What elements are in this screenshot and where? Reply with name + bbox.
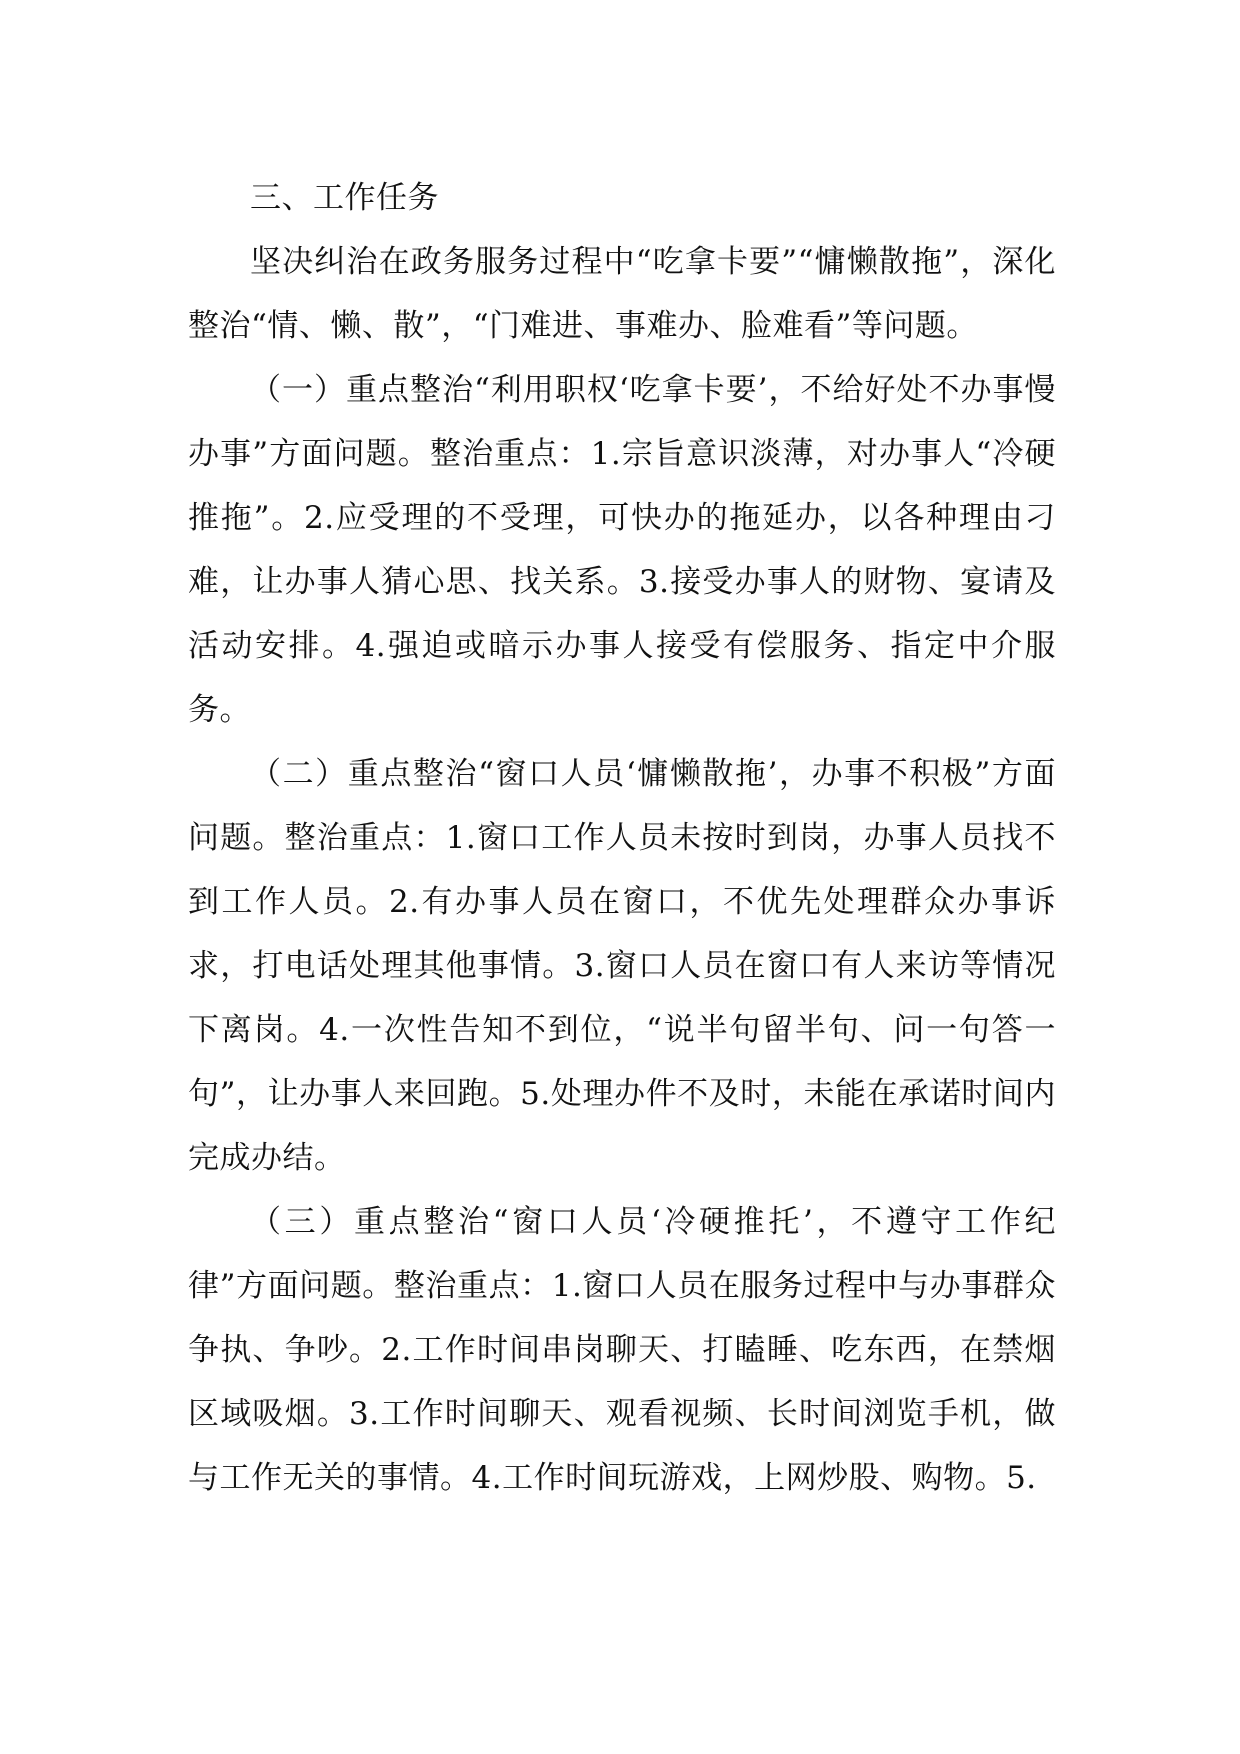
intro-paragraph: 坚决纠治在政务服务过程中“吃拿卡要”“慵懒散拖”，深化整治“情、懒、散”，“门难进、事难办、脸难看”等问题。 <box>188 244 1056 344</box>
task-item-2: （二）重点整治“窗口人员‘慵懒散拖’，办事不积极”方面问题。整治重点：1.窗口工作人员未按时到岗，办事人员找不到工作人员。2.有办事人员在窗口，不优先处理群众办事诉求，打电话处理其他事情。3.窗口人员在窗口有人来访等情况下离岗。4.一次性告知不到位，“说半句留半句、问一句答一句”，让办事人来回跑。5.处理办件不及时，未能在承诺时间内完成办结。 <box>188 756 1056 1176</box>
section-heading: 三、工作任务 <box>250 180 439 216</box>
task-item-1: （一）重点整治“利用职权‘吃拿卡要’，不给好处不办事慢办事”方面问题。整治重点：1.宗旨意识淡薄，对办事人“冷硬推拖”。2.应受理的不受理，可快办的拖延办，以各种理由刁难，让办事人猜心思、找关系。3.接受办事人的财物、宴请及活动安排。4.强迫或暗示办事人接受有偿服务、指定中介服务。 <box>188 372 1056 728</box>
task-item-3: （三）重点整治“窗口人员‘冷硬推托’，不遵守工作纪律”方面问题。整治重点：1.窗口人员在服务过程中与办事群众争执、争吵。2.工作时间串岗聊天、打瞌睡、吃东西，在禁烟区域吸烟。3.工作时间聊天、观看视频、长时间浏览手机，做与工作无关的事情。4.工作时间玩游戏，上网炒股、购物。5. <box>188 1204 1056 1496</box>
document-body <box>188 166 1056 1510</box>
